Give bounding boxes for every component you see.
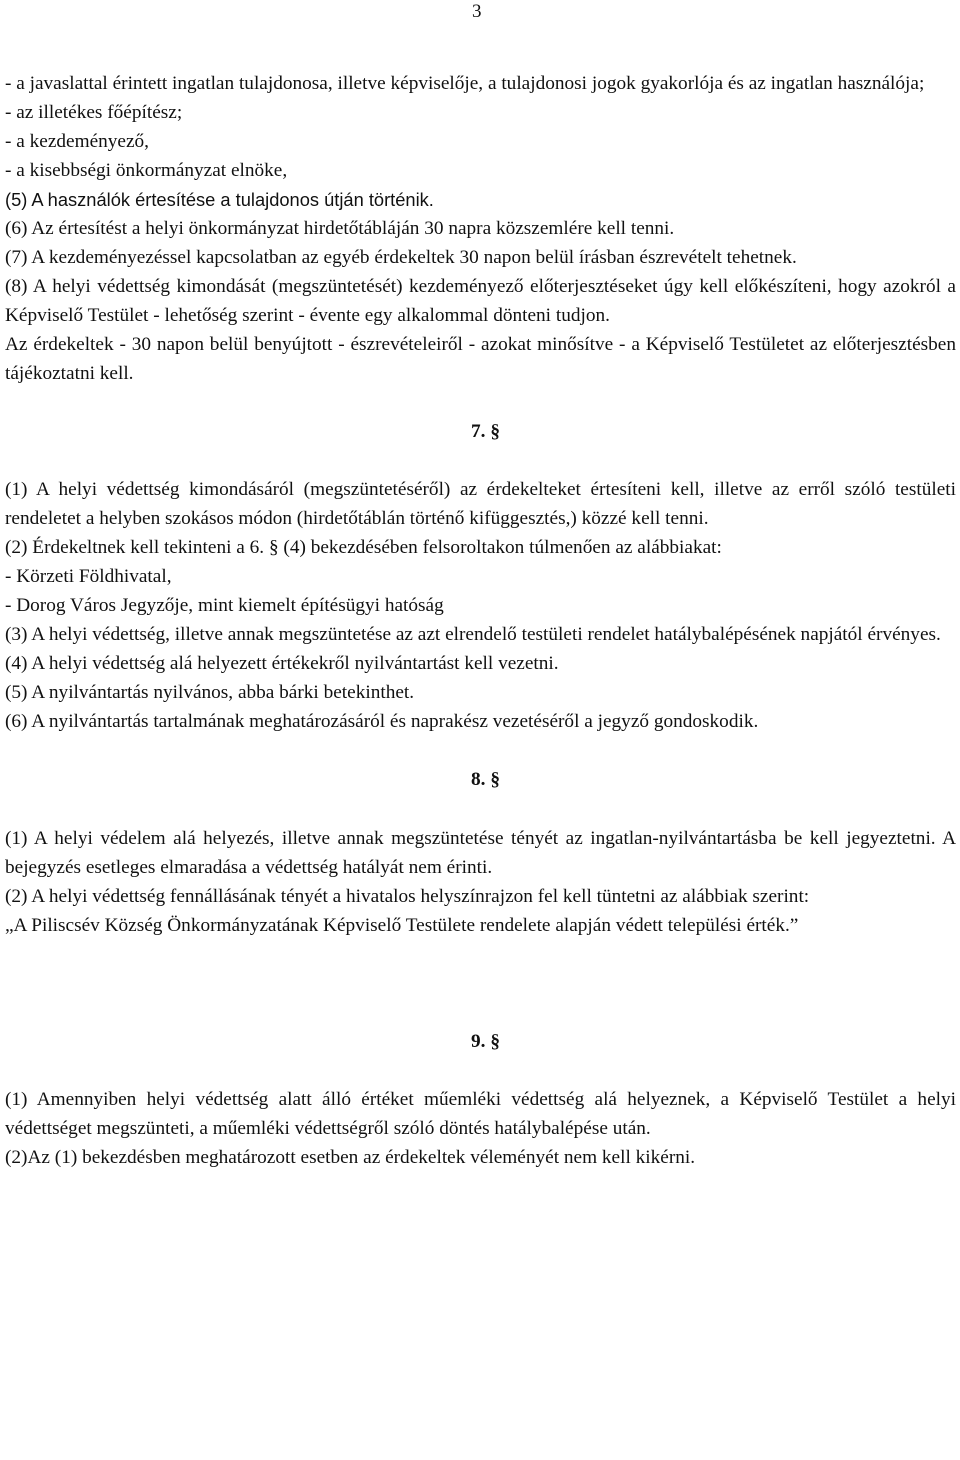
section-9-heading: 9. § bbox=[471, 1031, 500, 1052]
section6-continuation bbox=[5, 69, 956, 388]
document-body bbox=[5, 69, 956, 1172]
paragraph-7-3: (3) A helyi védettség, illetve annak megszüntetése az azt elrendelő testületi rendelet hatálybalépésének napjától érvényes. bbox=[5, 624, 941, 645]
list-item-initiator: - a kezdeményező, bbox=[5, 131, 149, 152]
list-item-dorog-notary: - Dorog Város Jegyzője, mint kiemelt építésügyi hatóság bbox=[5, 595, 444, 616]
paragraph-7-2: (2) Érdekeltnek kell tekinteni a 6. § (4) bekezdésében felsoroltakon túlmenően az alábbiakat: bbox=[5, 537, 722, 558]
paragraph-8-1: (1) A helyi védelem alá helyezés, illetve annak megszüntetése tényét az ingatlan-nyilvántartásba be kell jegyeztetni. A bejegyzés esetleges elmaradása a védettség hatályát nem érinti. bbox=[5, 828, 956, 878]
paragraph-8-quote: „A Piliscsév Község Önkormányzatának Képviselő Testülete rendelete alapján védett települési érték.” bbox=[5, 915, 799, 936]
paragraph-7-1: (1) A helyi védettség kimondásáról (megszüntetéséről) az érdekelteket értesíteni kell, illetve az erről szóló testületi rendeletet a helyben szokásos módon (hirdetőtáblán történő kifüggesztés,) közzé kell tenni. bbox=[5, 479, 956, 529]
paragraph-6-5: (5) A használók értesítése a tulajdonos útján történik. bbox=[5, 189, 434, 210]
list-item-owner: - a javaslattal érintett ingatlan tulajdonosa, illetve képviselője, a tulajdonosi jogok gyakorlója és az ingatlan használója; bbox=[5, 73, 925, 94]
section-7-heading: 7. § bbox=[471, 421, 500, 442]
section-7-body bbox=[5, 475, 956, 736]
paragraph-6-6: (6) Az értesítést a helyi önkormányzat hirdetőtábláján 30 napra közszemlére kell tenni. bbox=[5, 218, 675, 239]
paragraph-7-5: (5) A nyilvántartás nyilvános, abba bárki betekinthet. bbox=[5, 682, 415, 703]
paragraph-9-2: (2)Az (1) bekezdésben meghatározott esetben az érdekeltek véleményét nem kell kikérni. bbox=[5, 1147, 696, 1168]
paragraph-6-7: (7) A kezdeményezéssel kapcsolatban az egyéb érdekeltek 30 napon belül írásban észrevételt tehetnek. bbox=[5, 247, 797, 268]
paragraph-6-8: (8) A helyi védettség kimondását (megszüntetését) kezdeményező előterjesztéseket úgy kell előkészíteni, hogy azokról a Képviselő Testület - lehetőség szerint - évente egy alkalommal dönteni tudjon. bbox=[5, 276, 956, 326]
paragraph-8-2: (2) A helyi védettség fennállásának tényét a hivatalos helyszínrajzon fel kell tüntetni az alábbiak szerint: bbox=[5, 886, 810, 907]
section-8-body bbox=[5, 824, 956, 940]
section-8-heading: 8. § bbox=[471, 769, 500, 790]
paragraph-6-8-remarks: Az érdekeltek - 30 napon belül benyújtott - észrevételeiről - azokat minősítve - a Képviselő Testületet az előterjesztésben tájékoztatni kell. bbox=[5, 334, 956, 384]
list-item-land-office: - Körzeti Földhivatal, bbox=[5, 566, 172, 587]
paragraph-9-1: (1) Amennyiben helyi védettség alatt álló értéket műemléki védettség alá helyeznek, a Képviselő Testület a helyi védettséget megszünteti, a műemléki védettségről szóló döntés hatálybalépése után. bbox=[5, 1089, 956, 1139]
list-item-architect: - az illetékes főépítész; bbox=[5, 102, 183, 123]
paragraph-7-6: (6) A nyilvántartás tartalmának meghatározásáról és naprakész vezetéséről a jegyző gondoskodik. bbox=[5, 711, 759, 732]
paragraph-7-4: (4) A helyi védettség alá helyezett értékekről nyilvántartást kell vezetni. bbox=[5, 653, 559, 674]
section-9-body bbox=[5, 1085, 956, 1172]
list-item-minority-gov: - a kisebbségi önkormányzat elnöke, bbox=[5, 160, 288, 181]
page-number: 3 bbox=[472, 1, 482, 22]
